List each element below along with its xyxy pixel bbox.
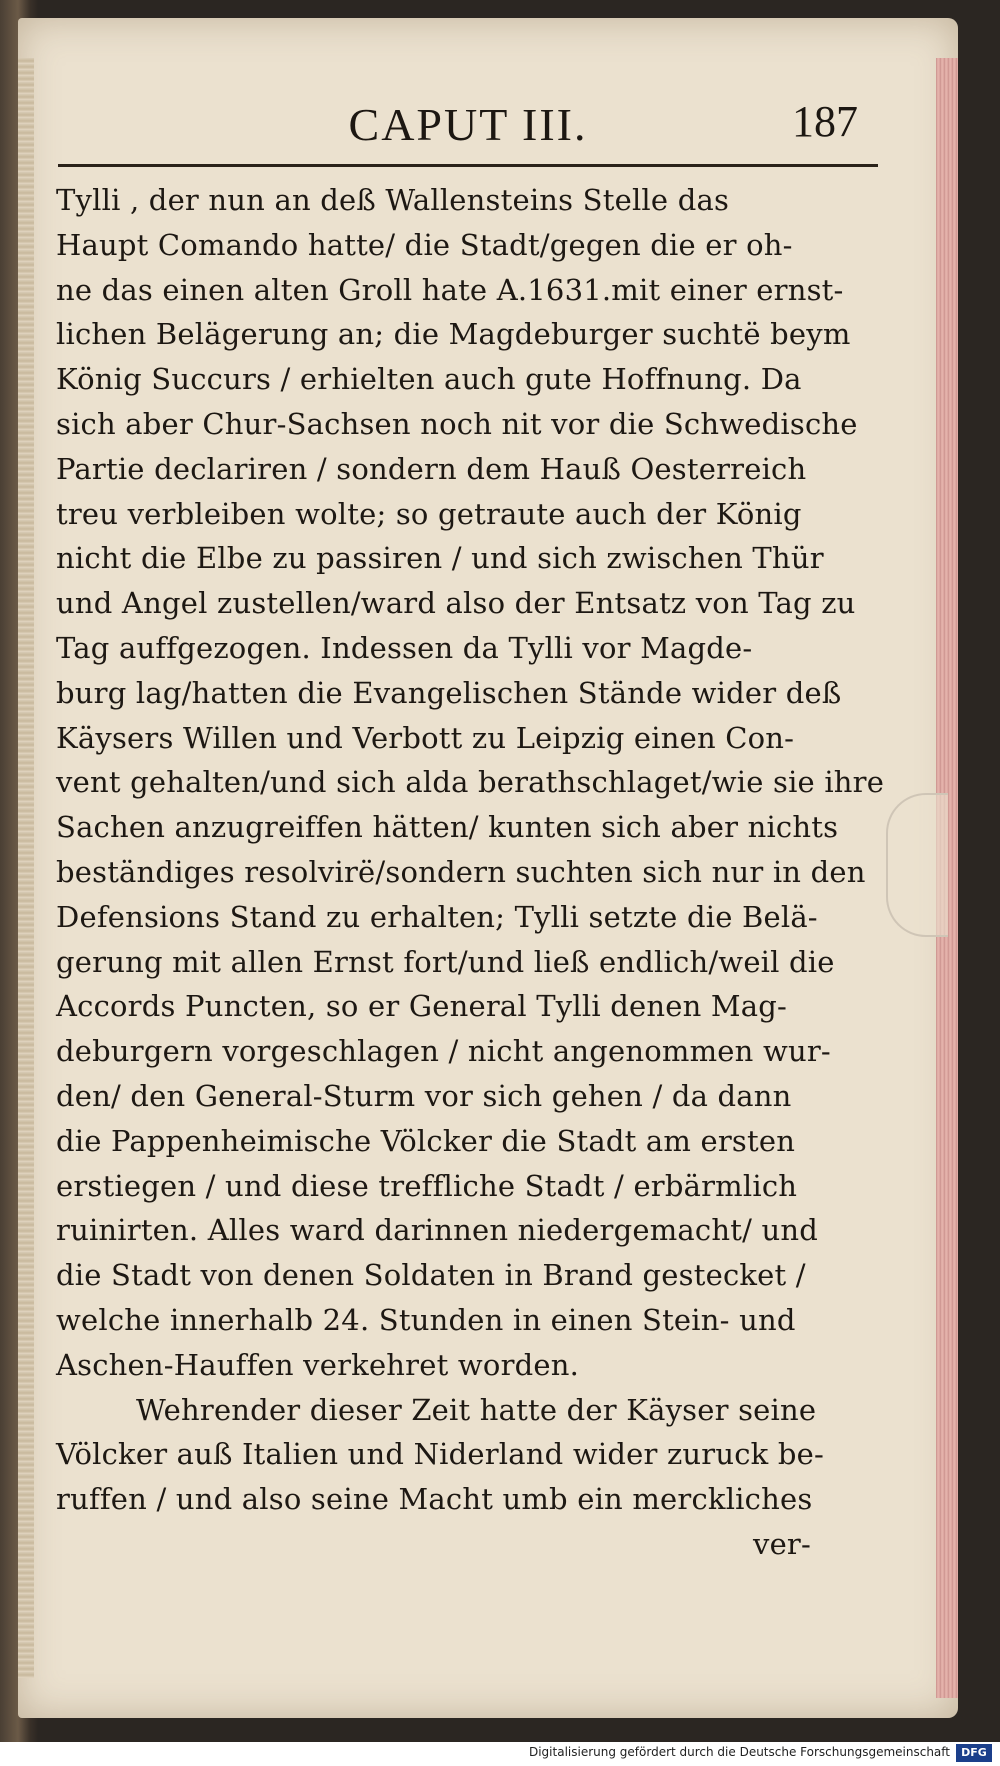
text-line: vent gehalten/und sich alda berathschlaget/wie sie ihre	[56, 765, 885, 800]
book-page	[18, 18, 958, 1718]
text-line: Sachen anzugreiffen hätten/ kunten sich aber nichts	[56, 810, 839, 845]
text-line: ruffen / und also seine Macht umb ein merckliches	[56, 1482, 813, 1517]
text-line: Völcker auß Italien und Niderland wider zuruck be-	[56, 1437, 824, 1472]
text-line: beständiges resolvirë/sondern suchten sich nur in den	[56, 854, 866, 889]
body-text	[56, 178, 901, 1567]
text-line: Accords Puncten, so er General Tylli denen Mag-	[56, 989, 788, 1024]
text-line: die Stadt von denen Soldaten in Brand gestecket /	[56, 1258, 806, 1293]
page-header	[58, 88, 878, 158]
running-head: CAPUT III.	[348, 99, 588, 150]
text-line: lichen Belägerung an; die Magdeburger suchtë beym	[56, 317, 851, 352]
text-line: Aschen-Hauffen verkehret worden.	[56, 1347, 580, 1382]
text-line: Haupt Comando hatte/ die Stadt/gegen die er oh-	[56, 227, 793, 262]
text-line: und Angel zustellen/ward also der Entsatz von Tag zu	[56, 586, 856, 621]
text-line: Käysers Willen und Verbott zu Leipzig einen Con-	[56, 720, 795, 755]
catchword: ver-	[752, 1526, 811, 1561]
text-line: ruinirten. Alles ward darinnen niedergemacht/ und	[56, 1213, 818, 1248]
text-line: Tag auffgezogen. Indessen da Tylli vor Magde-	[56, 630, 753, 665]
text-line: burg lag/hatten die Evangelischen Stände wider deß	[56, 675, 842, 710]
text-line: nicht die Elbe zu passiren / und sich zwischen Thür	[56, 541, 824, 576]
digitization-footer	[0, 1742, 1000, 1766]
page-number: 187	[792, 97, 858, 146]
facing-page-edge	[18, 58, 34, 1678]
text-line: deburgern vorgeschlagen / nicht angenommen wur-	[56, 1034, 831, 1069]
text-line: den/ den General-Sturm vor sich gehen / da dann	[56, 1078, 792, 1113]
text-line: sich aber Chur-Sachsen noch nit vor die Schwedische	[56, 406, 858, 441]
header-rule	[58, 164, 878, 167]
text-line: Partie declariren / sondern dem Hauß Oesterreich	[56, 451, 807, 486]
text-line: Defensions Stand zu erhalten; Tylli setzte die Belä-	[56, 899, 818, 934]
dfg-logo: DFG	[956, 1744, 992, 1762]
text-line: welche innerhalb 24. Stunden in einen Stein- und	[56, 1302, 796, 1337]
text-line: erstiegen / und diese treffliche Stadt / erbärmlich	[56, 1168, 798, 1203]
text-line: treu verbleiben wolte; so getraute auch der König	[56, 496, 802, 531]
text-line: Tylli , der nun an deß Wallensteins Stelle das	[56, 183, 730, 217]
text-line: die Pappenheimische Völcker die Stadt am ersten	[56, 1123, 796, 1158]
text-line: gerung mit allen Ernst fort/und ließ endlich/weil die	[56, 944, 835, 979]
text-line: König Succurs / erhielten auch gute Hoffnung. Da	[56, 362, 802, 397]
text-line: ne das einen alten Groll hate A.1631.mit einer ernst-	[56, 272, 844, 307]
funding-credit: Digitalisierung gefördert durch die Deutsche Forschungsgemeinschaft	[528, 1745, 950, 1759]
paragraph-start-line: Wehrender dieser Zeit hatte der Käyser seine	[136, 1392, 817, 1427]
